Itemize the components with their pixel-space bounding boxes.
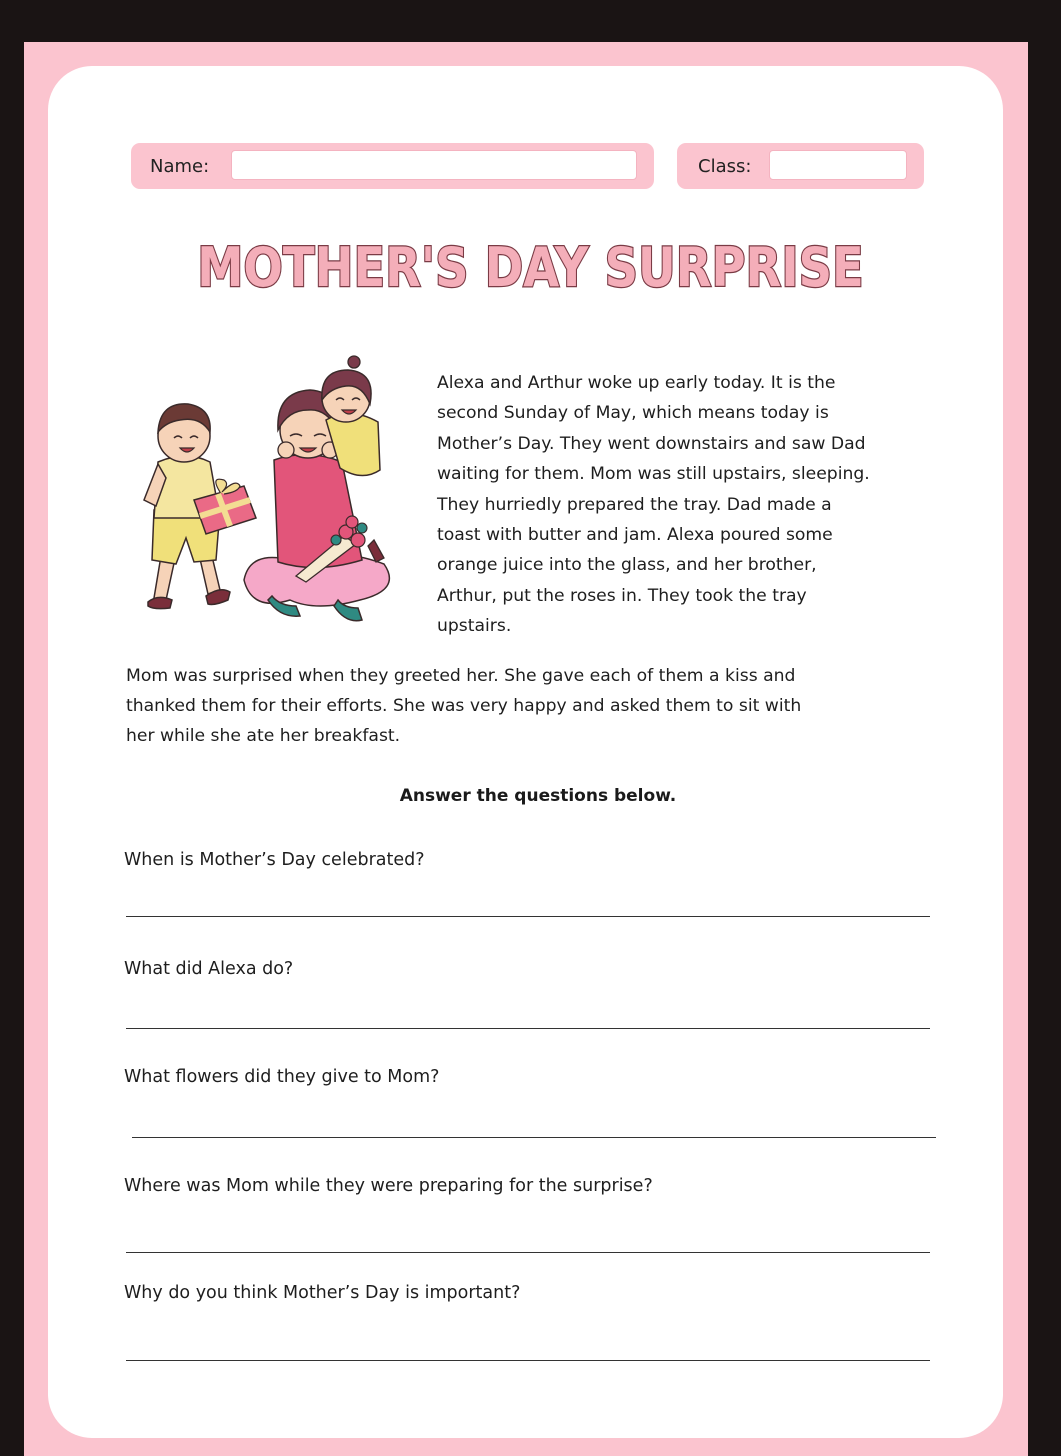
story-line: Alexa and Arthur woke up early today. It is the: [437, 373, 836, 393]
answer-line-2[interactable]: [126, 1028, 930, 1029]
instructions-heading: Answer the questions below.: [399, 786, 677, 806]
story-line: her while she ate her breakfast.: [126, 726, 401, 746]
page-title: MOTHER'S DAY SURPRISE: [197, 236, 864, 299]
story-line: thanked them for their efforts. She was very happy and asked them to sit with: [126, 696, 802, 716]
story-line: orange juice into the glass, and her brother,: [437, 555, 817, 576]
family-illustration: [140, 350, 420, 640]
answer-line-1[interactable]: [126, 916, 930, 917]
story-line: waiting for them. Mom was still upstairs, sleeping.: [437, 464, 870, 485]
story-line: They hurriedly prepared the tray. Dad made a: [437, 494, 832, 515]
name-label: Name:: [150, 156, 210, 177]
name-field-box: [131, 143, 654, 189]
answer-line-3[interactable]: [132, 1137, 936, 1138]
question-5: Why do you think Mother’s Day is important?: [124, 1283, 521, 1303]
class-input[interactable]: [769, 150, 907, 180]
story-line: toast with butter and jam. Alexa poured some: [437, 525, 833, 546]
class-field-box: [677, 143, 924, 189]
answer-line-5[interactable]: [126, 1360, 930, 1361]
story-line: Arthur, put the roses in. They took the tray: [437, 585, 807, 606]
answer-line-4[interactable]: [126, 1252, 930, 1253]
story-paragraph-2: [126, 661, 926, 751]
question-4: Where was Mom while they were preparing for the surprise?: [124, 1176, 653, 1196]
class-label: Class:: [698, 156, 752, 177]
question-2: What did Alexa do?: [124, 959, 294, 979]
question-1: When is Mother’s Day celebrated?: [124, 850, 425, 870]
story-line: Mom was surprised when they greeted her. She gave each of them a kiss and: [126, 666, 796, 686]
story-line: second Sunday of May, which means today is: [437, 403, 829, 424]
name-input[interactable]: [231, 150, 637, 180]
question-3: What flowers did they give to Mom?: [124, 1067, 440, 1087]
story-line: upstairs.: [437, 616, 512, 637]
story-paragraph-1: [437, 368, 937, 642]
story-line: Mother’s Day. They went downstairs and saw Dad: [437, 433, 866, 454]
